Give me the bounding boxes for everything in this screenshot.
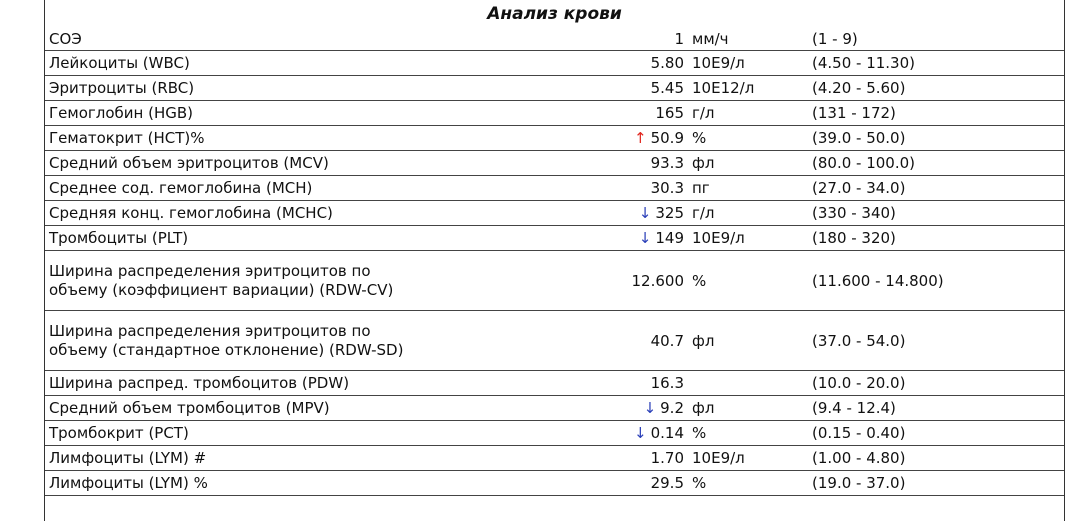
test-name: Тромбоциты (PLT) bbox=[45, 226, 614, 251]
table-row bbox=[45, 76, 1064, 101]
result-value: 325 bbox=[655, 204, 684, 222]
test-unit: % bbox=[688, 251, 812, 311]
test-unit: 10E9/л bbox=[688, 226, 812, 251]
test-unit: фл bbox=[688, 311, 812, 371]
test-reference: (80.0 - 100.0) bbox=[812, 151, 1064, 176]
test-reference: (9.4 - 12.4) bbox=[812, 396, 1064, 421]
result-value: 149 bbox=[655, 229, 684, 247]
test-value bbox=[614, 421, 688, 446]
arrow-up-icon: ↑ bbox=[634, 129, 647, 147]
test-name: Средний объем тромбоцитов (MPV) bbox=[45, 396, 614, 421]
table-row bbox=[45, 251, 1064, 311]
table-row bbox=[45, 101, 1064, 126]
test-reference: (19.0 - 37.0) bbox=[812, 471, 1064, 496]
result-value: 5.80 bbox=[650, 54, 684, 72]
test-value bbox=[614, 311, 688, 371]
result-value: 30.3 bbox=[650, 179, 684, 197]
test-unit: % bbox=[688, 126, 812, 151]
test-value bbox=[614, 101, 688, 126]
test-name: Средний объем эритроцитов (MCV) bbox=[45, 151, 614, 176]
result-value: 12.600 bbox=[631, 271, 684, 290]
test-value bbox=[614, 51, 688, 76]
test-reference: (0.15 - 0.40) bbox=[812, 421, 1064, 446]
table-row bbox=[45, 176, 1064, 201]
test-reference: (39.0 - 50.0) bbox=[812, 126, 1064, 151]
table-row bbox=[45, 371, 1064, 396]
test-name bbox=[45, 311, 614, 371]
test-value bbox=[614, 201, 688, 226]
arrow-down-icon: ↓ bbox=[643, 399, 657, 417]
test-unit: фл bbox=[688, 151, 812, 176]
result-value: 29.5 bbox=[650, 474, 684, 492]
test-reference: (180 - 320) bbox=[812, 226, 1064, 251]
test-reference: (10.0 - 20.0) bbox=[812, 371, 1064, 396]
test-name: СОЭ bbox=[45, 28, 614, 51]
test-name-text: Ширина распределения эритроцитов по объему (коэффициент вариации) (RDW-CV) bbox=[49, 261, 394, 299]
table-row bbox=[45, 28, 1064, 51]
report-sheet bbox=[44, 0, 1065, 521]
result-value: 1.70 bbox=[650, 449, 684, 467]
table-row bbox=[45, 471, 1064, 496]
test-reference: (37.0 - 54.0) bbox=[812, 311, 1064, 371]
test-reference: (4.20 - 5.60) bbox=[812, 76, 1064, 101]
arrow-down-icon: ↓ bbox=[638, 204, 652, 222]
result-value: 50.9 bbox=[650, 129, 684, 147]
test-unit bbox=[688, 371, 812, 396]
test-unit: пг bbox=[688, 176, 812, 201]
test-reference: (330 - 340) bbox=[812, 201, 1064, 226]
results-table bbox=[45, 28, 1064, 496]
test-reference: (131 - 172) bbox=[812, 101, 1064, 126]
test-name bbox=[45, 251, 614, 311]
table-row bbox=[45, 126, 1064, 151]
test-name: Лимфоциты (LYM) % bbox=[45, 471, 614, 496]
table-row bbox=[45, 51, 1064, 76]
test-name: Гематокрит (HCT)% bbox=[45, 126, 614, 151]
test-name: Среднее сод. гемоглобина (MCH) bbox=[45, 176, 614, 201]
table-row bbox=[45, 151, 1064, 176]
arrow-down-icon: ↓ bbox=[638, 229, 652, 247]
test-unit: г/л bbox=[688, 101, 812, 126]
test-unit: 10E9/л bbox=[688, 51, 812, 76]
table-row bbox=[45, 311, 1064, 371]
result-value: 16.3 bbox=[650, 374, 684, 392]
test-name: Гемоглобин (HGB) bbox=[45, 101, 614, 126]
result-value: 9.2 bbox=[660, 399, 684, 417]
test-unit: мм/ч bbox=[688, 28, 812, 51]
test-value bbox=[614, 251, 688, 311]
test-value bbox=[614, 151, 688, 176]
test-reference: (11.600 - 14.800) bbox=[812, 251, 1064, 311]
test-value bbox=[614, 371, 688, 396]
test-reference: (4.50 - 11.30) bbox=[812, 51, 1064, 76]
test-name: Лейкоциты (WBC) bbox=[45, 51, 614, 76]
test-name: Средняя конц. гемоглобина (MCHC) bbox=[45, 201, 614, 226]
test-value bbox=[614, 396, 688, 421]
test-value bbox=[614, 28, 688, 51]
result-value: 40.7 bbox=[650, 331, 684, 350]
test-unit: % bbox=[688, 471, 812, 496]
test-value bbox=[614, 126, 688, 151]
result-value: 1 bbox=[674, 30, 684, 48]
result-value: 0.14 bbox=[650, 424, 684, 442]
table-row bbox=[45, 421, 1064, 446]
test-name: Лимфоциты (LYM) # bbox=[45, 446, 614, 471]
arrow-down-icon: ↓ bbox=[634, 424, 647, 442]
table-row bbox=[45, 226, 1064, 251]
test-value bbox=[614, 176, 688, 201]
test-name-text: Ширина распределения эритроцитов по объему (стандартное отклонение) (RDW-SD) bbox=[49, 321, 404, 359]
table-row bbox=[45, 446, 1064, 471]
right-border bbox=[1064, 0, 1065, 521]
test-unit: г/л bbox=[688, 201, 812, 226]
test-value bbox=[614, 76, 688, 101]
test-reference: (27.0 - 34.0) bbox=[812, 176, 1064, 201]
result-value: 5.45 bbox=[650, 79, 684, 97]
test-name: Ширина распред. тромбоцитов (PDW) bbox=[45, 371, 614, 396]
result-value: 165 bbox=[655, 104, 684, 122]
table-row bbox=[45, 201, 1064, 226]
test-name: Эритроциты (RBC) bbox=[45, 76, 614, 101]
result-value: 93.3 bbox=[650, 154, 684, 172]
test-value bbox=[614, 446, 688, 471]
test-name: Тромбокрит (PCT) bbox=[45, 421, 614, 446]
test-reference: (1.00 - 4.80) bbox=[812, 446, 1064, 471]
test-unit: 10E12/л bbox=[688, 76, 812, 101]
test-value bbox=[614, 471, 688, 496]
report-title: Анализ крови bbox=[487, 4, 622, 24]
test-unit: % bbox=[688, 421, 812, 446]
table-row bbox=[45, 396, 1064, 421]
test-unit: 10E9/л bbox=[688, 446, 812, 471]
test-value bbox=[614, 226, 688, 251]
test-reference: (1 - 9) bbox=[812, 28, 1064, 51]
test-unit: фл bbox=[688, 396, 812, 421]
